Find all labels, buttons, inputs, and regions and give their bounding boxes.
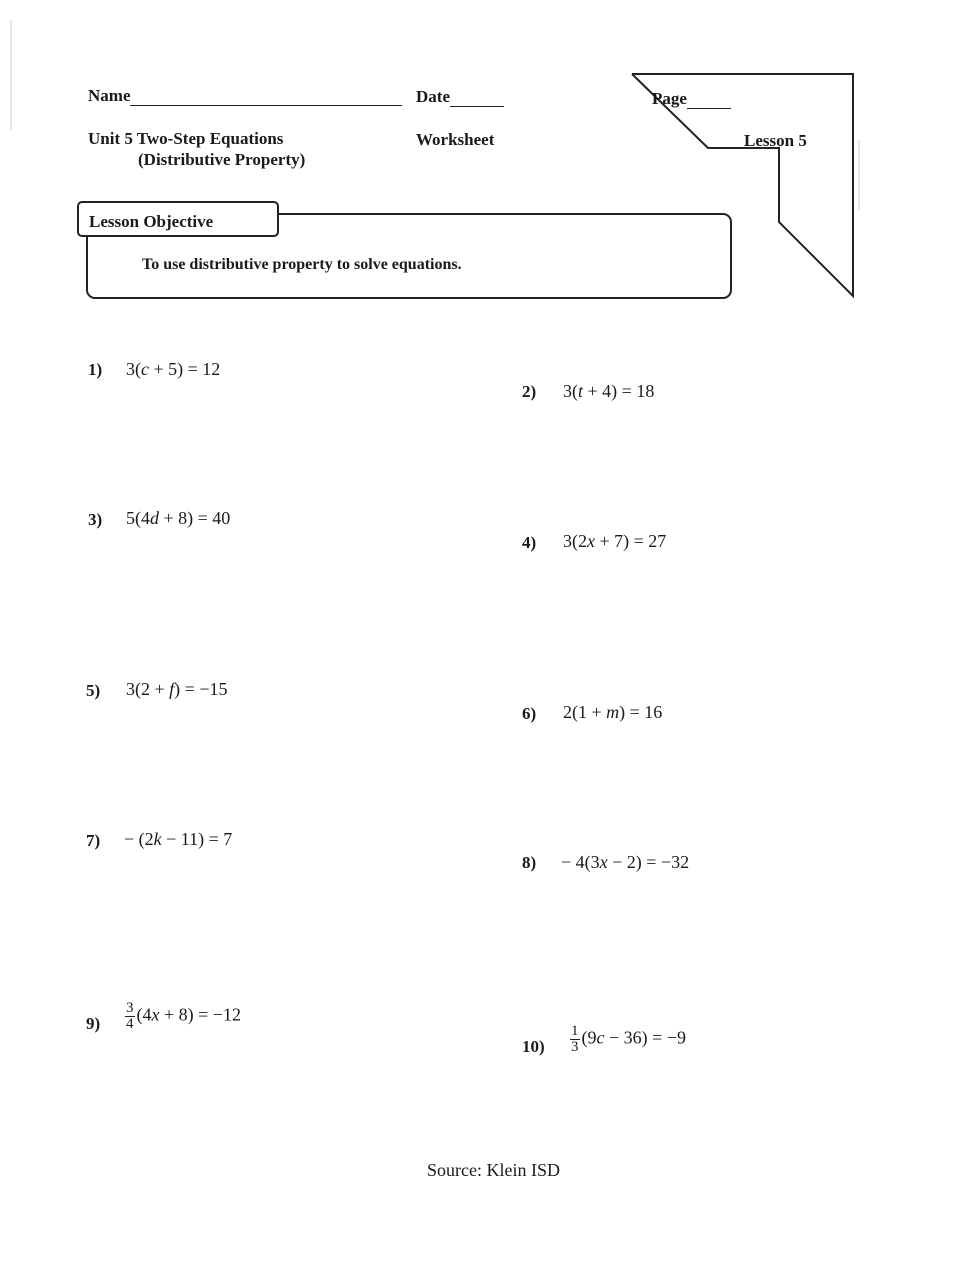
problem-equation: $\frac{3}{4}$ (4x + 8) = −12 [126, 1000, 241, 1032]
date-field[interactable] [416, 87, 504, 107]
lesson-label: Lesson 5 [744, 131, 807, 150]
problem-number: 9) [86, 1014, 101, 1033]
problem-equation: 3(2 + f) = −15 [126, 679, 228, 699]
problem-number: 2) [522, 382, 537, 401]
unit-subtitle: (Distributive Property) [138, 150, 306, 169]
name-label: Name [88, 86, 131, 105]
objective-title-box [77, 201, 279, 237]
problem-equation: − 4(3x − 2) = −32 [561, 852, 690, 872]
problem-number: 4) [522, 533, 537, 552]
problem-number: 5) [86, 681, 101, 700]
date-label: Date [416, 87, 450, 106]
page-field[interactable] [652, 89, 731, 109]
date-blank[interactable] [450, 106, 504, 107]
problem-equation: 3(2x + 7) = 27 [563, 531, 667, 551]
problem-number: 6) [522, 704, 537, 723]
objective-text: To use distributive property to solve equations. [142, 256, 462, 273]
name-blank[interactable] [130, 105, 402, 106]
page-blank[interactable] [687, 108, 731, 109]
problem-number: 1) [88, 360, 103, 379]
objective-title: Lesson Objective [89, 212, 214, 231]
problem-number: 7) [86, 831, 101, 850]
fraction: $\frac{3}{4}$ [126, 1000, 134, 1032]
name-field[interactable] [88, 86, 402, 106]
scan-artifact [858, 140, 860, 210]
fraction: $\frac{1}{3}$ [571, 1023, 579, 1055]
problem-equation: 5(4d + 8) = 40 [126, 508, 231, 528]
problem-equation: − (2k − 11) = 7 [124, 829, 233, 849]
worksheet-label: Worksheet [416, 130, 495, 149]
problem-number: 8) [522, 853, 537, 872]
problem-equation: 3(t + 4) = 18 [563, 381, 655, 401]
unit-title: Unit 5 Two-Step Equations [88, 129, 284, 148]
source-footer: Source: Klein ISD [427, 1160, 560, 1180]
problem-equation: 2(1 + m) = 16 [563, 702, 663, 722]
problem-number: 3) [88, 510, 103, 529]
problem-equation: 3(c + 5) = 12 [126, 359, 221, 379]
problem-equation: $\frac{1}{3}$ (9c − 36) = −9 [571, 1023, 686, 1055]
page-label: Page [652, 89, 687, 108]
problem-number: 10) [522, 1037, 545, 1056]
scan-artifact [10, 20, 12, 130]
